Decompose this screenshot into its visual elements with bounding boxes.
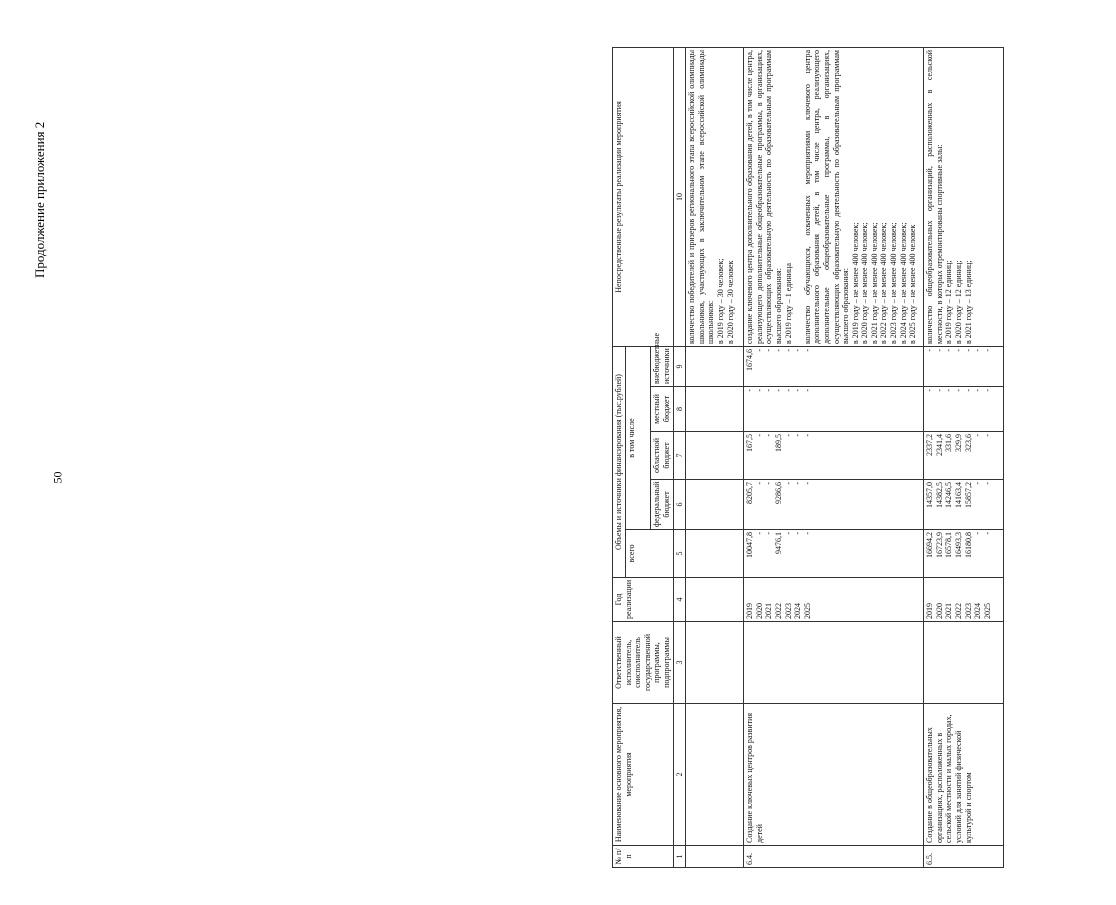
row-num: 6.5. — [924, 846, 1004, 868]
program-table — [612, 47, 1004, 868]
header-local: местный бюджет — [651, 387, 673, 432]
row-years — [686, 578, 744, 622]
row-num: 6.4. — [744, 846, 924, 868]
header-executor: Ответственный исполнитель, соисполнитель государственной программы, подпрограммы — [613, 622, 674, 704]
table-row — [744, 48, 924, 868]
row-federal: 14357,0 14382,5 14246,5 14163,4 15857,2 - - — [924, 480, 1004, 530]
row-name: Создание ключевых центров развития детей — [744, 704, 924, 846]
header-results: Непосредственные результаты реализации мероприятия — [613, 48, 674, 347]
header-regional: областной бюджет — [651, 432, 673, 480]
rotated-table-container — [612, 48, 1116, 868]
row-result: количество победителей и призеров регионального этапа всероссийской олимпиады школьников, участвующих в заключительном этапе всероссийской олимпиады школьников: в 2019 году – 30 человек; в 2020 году – 30 человек — [686, 48, 744, 347]
row-exec — [924, 622, 1004, 704]
column-number: 1 — [673, 846, 686, 868]
row-federal — [686, 480, 744, 530]
column-number: 2 — [673, 704, 686, 846]
column-number: 3 — [673, 622, 686, 704]
row-regional — [686, 432, 744, 480]
row-name: Создание в общеобразовательных организациях, расположенных в сельской местности и малых городах, условий для занятий физической культурой и спортом — [924, 704, 1004, 846]
header-total: всего — [625, 530, 673, 578]
column-number: 6 — [673, 480, 686, 530]
column-number: 9 — [673, 347, 686, 387]
header-funding: Объемы и источники финансирования (тыс.рублей) — [613, 347, 626, 578]
row-exec — [686, 622, 744, 704]
header-federal: федеральный бюджет — [651, 480, 673, 530]
header-incl: в том числе — [625, 347, 651, 530]
row-total — [686, 530, 744, 578]
row-total: 10047,8 - - 9476,1 - - - — [744, 530, 924, 578]
row-local: - - - - - - - — [744, 387, 924, 432]
appendix-caption: Продолжение приложения 2 — [32, 121, 47, 278]
page-number: 50 — [50, 471, 65, 484]
header-year: Год реализации — [613, 578, 674, 622]
row-years: 2019 2020 2021 2022 2023 2024 2025 — [744, 578, 924, 622]
row-result: количество общеобразовательных организаций, расположенных в сельской местности, в которых отремонтированы спортивные залы: в 2019 году – 12 единиц; в 2020 году – 12 единиц; в 2021 году – 13 единиц; — [924, 48, 1004, 347]
row-name — [686, 704, 744, 846]
row-num — [686, 846, 744, 868]
row-regional: 2337,2 2341,4 331,6 329,9 323,6 - - — [924, 432, 1004, 480]
row-regional: 167,5 - - 189,5 - - - — [744, 432, 924, 480]
row-extra: - - - - - - - — [924, 347, 1004, 387]
column-number: 10 — [673, 48, 686, 347]
column-number: 7 — [673, 432, 686, 480]
row-years: 2019 2020 2021 2022 2023 2024 2025 — [924, 578, 1004, 622]
column-number: 5 — [673, 530, 686, 578]
header-num: № п/п — [613, 846, 674, 868]
row-extra — [686, 347, 744, 387]
row-local: - - - - - - - — [924, 387, 1004, 432]
row-result: создание ключевого центра дополнительного образования детей, в том числе центра, реализующего дополнительные общеобразовательные программы, в организациях, осуществляющих образовательную деятельность по образовательным программам высшего образования: в 2019 году – 1 единица количество обучающихся, охваченных мероприятиями ключевого центра дополнительного образования детей, в том числе центра, реализующего дополнительные общеобразовательные программы, в организациях, осуществляющих образовательную деятельность по образовательным программам высшего образования: в 2019 году – не менее 400 человек; в 2020 году – не менее 400 человек; в 2021 году – не менее 400 человек; в 2022 году – не менее 400 человек; в 2023 году – не менее 400 человек; в 2024 году – не менее 400 человек; в 2025 году – не менее 400 человек — [744, 48, 924, 347]
header-name: Наименование основного мероприятия, мероприятия — [613, 704, 674, 846]
column-number-row — [673, 48, 686, 868]
row-federal: 8205,7 - - 9286,6 - - - — [744, 480, 924, 530]
column-number: 4 — [673, 578, 686, 622]
column-number: 8 — [673, 387, 686, 432]
row-local — [686, 387, 744, 432]
row-total: 16694,2 16723,9 16578,1 16493,3 16180,8 - - — [924, 530, 1004, 578]
row-extra: 1674,6 - - - - - - — [744, 347, 924, 387]
table-row — [924, 48, 1004, 868]
table-row — [686, 48, 744, 868]
row-exec — [744, 622, 924, 704]
header-extra: внебюджетные источники — [651, 347, 673, 387]
